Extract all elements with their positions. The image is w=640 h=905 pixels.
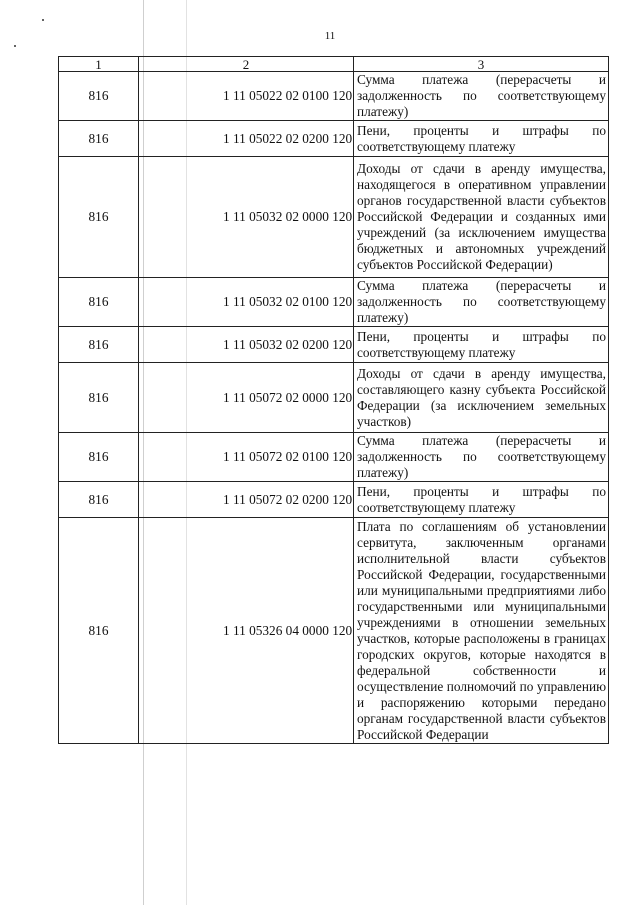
scan-artifact-dot [42, 19, 44, 21]
table-header-row [59, 57, 609, 72]
description-cell: Доходы от сдачи в аренду имущества, находящегося в оперативном управлении органов государственной власти субъектов Российской Федерации и созданных ими учреждений (за исключением имущества бюджетных и автономных учреждений субъектов Российской Федерации) [354, 157, 609, 278]
budget-code-cell: 1 11 05072 02 0200 120 [139, 482, 354, 518]
budget-code-cell: 1 11 05072 02 0100 120 [139, 433, 354, 482]
admin-code-cell: 816 [59, 518, 139, 744]
column-header: 1 [59, 57, 139, 72]
admin-code-cell: 816 [59, 482, 139, 518]
admin-code-cell: 816 [59, 433, 139, 482]
table-row [59, 278, 609, 327]
admin-code-cell: 816 [59, 121, 139, 157]
budget-code-cell: 1 11 05072 02 0000 120 [139, 363, 354, 433]
revenue-codes-table [58, 56, 609, 744]
table-row [59, 518, 609, 744]
description-cell: Плата по соглашениям об установлении сервитута, заключенным органами исполнительной власти субъектов Российской Федерации, государственными или муниципальными предприятиями либо государственными или муниципальными учреждениями в отношении земельных участков, которые расположены в границах городских округов, которые находятся в федеральной собственности и осуществление полномочий по управлению и распоряжению которыми передано органам государственной власти субъектов Российской Федерации [354, 518, 609, 744]
admin-code-cell: 816 [59, 157, 139, 278]
description-cell: Пени, проценты и штрафы по соответствующему платежу [354, 121, 609, 157]
page-number: 11 [324, 30, 336, 42]
admin-code-cell: 816 [59, 278, 139, 327]
table-row [59, 121, 609, 157]
admin-code-cell: 816 [59, 327, 139, 363]
description-cell: Доходы от сдачи в аренду имущества, составляющего казну субъекта Российской Федерации (за исключением земельных участков) [354, 363, 609, 433]
budget-code-cell: 1 11 05032 02 0000 120 [139, 157, 354, 278]
admin-code-cell: 816 [59, 363, 139, 433]
table-row [59, 482, 609, 518]
budget-code-cell: 1 11 05326 04 0000 120 [139, 518, 354, 744]
budget-code-cell: 1 11 05032 02 0200 120 [139, 327, 354, 363]
scan-artifact-dot [14, 45, 16, 47]
column-header: 3 [354, 57, 609, 72]
description-cell: Сумма платежа (перерасчеты и задолженность по соответствующему платежу) [354, 278, 609, 327]
column-header: 2 [139, 57, 354, 72]
table-row [59, 157, 609, 278]
description-cell: Сумма платежа (перерасчеты и задолженность по соответствующему платежу) [354, 433, 609, 482]
description-cell: Пени, проценты и штрафы по соответствующему платежу [354, 327, 609, 363]
table-row [59, 72, 609, 121]
description-cell: Пени, проценты и штрафы по соответствующему платежу [354, 482, 609, 518]
budget-code-cell: 1 11 05022 02 0100 120 [139, 72, 354, 121]
budget-code-cell: 1 11 05022 02 0200 120 [139, 121, 354, 157]
budget-code-cell: 1 11 05032 02 0100 120 [139, 278, 354, 327]
table-row [59, 327, 609, 363]
table-row [59, 433, 609, 482]
description-cell: Сумма платежа (перерасчеты и задолженность по соответствующему платежу) [354, 72, 609, 121]
admin-code-cell: 816 [59, 72, 139, 121]
table-row [59, 363, 609, 433]
